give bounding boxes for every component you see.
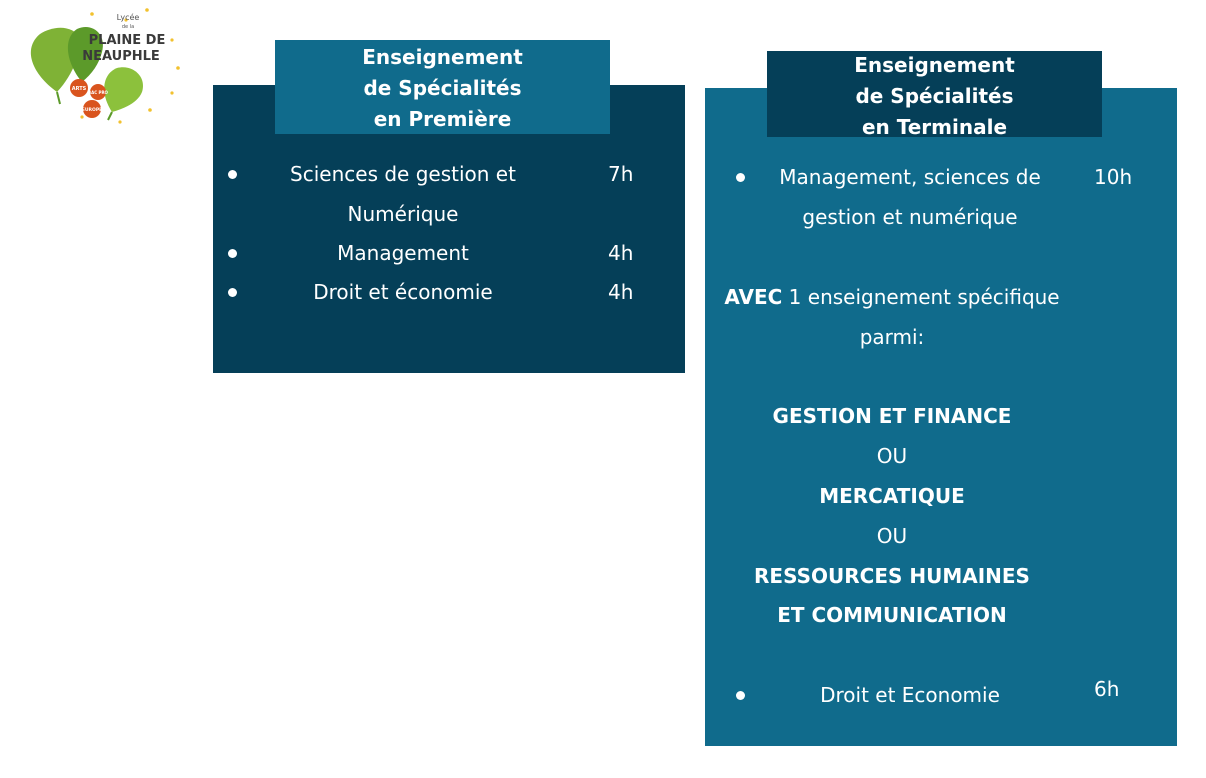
bullet-icon — [228, 249, 237, 258]
list-item — [213, 154, 685, 234]
list-item — [705, 157, 1177, 237]
bullet-icon — [736, 691, 745, 700]
list-item — [213, 233, 685, 273]
ginkgo-logo-icon — [22, 4, 192, 126]
bullet-icon — [228, 170, 237, 179]
badge-bacpro-text: BAC PRO — [88, 90, 108, 95]
or-text: OU — [876, 524, 908, 548]
terminale-title-line3: en Terminale — [861, 115, 1008, 137]
subject-label: Sciences de gestion et Numérique — [290, 162, 516, 226]
or-text: OU — [876, 444, 908, 468]
bullet-icon — [228, 288, 237, 297]
premiere-title — [275, 40, 610, 134]
avec-rest: 1 enseignement spécifique — [782, 285, 1060, 309]
hours-value: 4h — [608, 241, 634, 265]
logo-line1: PLAINE DE — [88, 33, 166, 48]
hours-value: 6h — [1094, 677, 1120, 701]
logo-prefix: Lycée — [116, 13, 140, 22]
list-item — [705, 675, 1177, 715]
avec-text — [705, 277, 1079, 317]
subject-label: Droit et économie — [313, 280, 493, 304]
school-logo — [22, 4, 192, 126]
subject-label: Management, sciences de gestion et numérique — [779, 165, 1041, 229]
logo-small: de la — [121, 24, 135, 30]
parmi-text: parmi: — [859, 325, 925, 349]
premiere-title-line1: Enseignement — [362, 45, 523, 69]
hours-value: 10h — [1094, 165, 1133, 189]
bullet-icon — [736, 173, 745, 182]
badge-arts-text: ARTS — [71, 86, 87, 92]
subject-label: Management — [337, 241, 469, 265]
logo-line2: NEAUPHLE — [82, 49, 160, 64]
option-mercatique: MERCATIQUE — [819, 484, 965, 508]
hours-value: 4h — [608, 280, 634, 304]
option-rh-line2: ET COMMUNICATION — [777, 603, 1007, 627]
premiere-title-line3: en Première — [373, 107, 512, 131]
list-item — [213, 272, 685, 312]
terminale-title-line1: Enseignement — [854, 53, 1015, 77]
leaf-shape — [104, 67, 143, 112]
subject-label: Droit et Economie — [820, 683, 1000, 707]
badge-europe-text: EUROPE — [81, 108, 103, 113]
premiere-title-line2: de Spécialités — [363, 76, 522, 100]
option-rh-line1: RESSOURCES HUMAINES — [754, 564, 1030, 588]
option-gestion-finance: GESTION ET FINANCE — [772, 404, 1012, 428]
terminale-title — [767, 51, 1102, 137]
avec-bold: AVEC — [724, 285, 783, 309]
terminale-title-line2: de Spécialités — [855, 84, 1014, 108]
hours-value: 7h — [608, 162, 634, 186]
